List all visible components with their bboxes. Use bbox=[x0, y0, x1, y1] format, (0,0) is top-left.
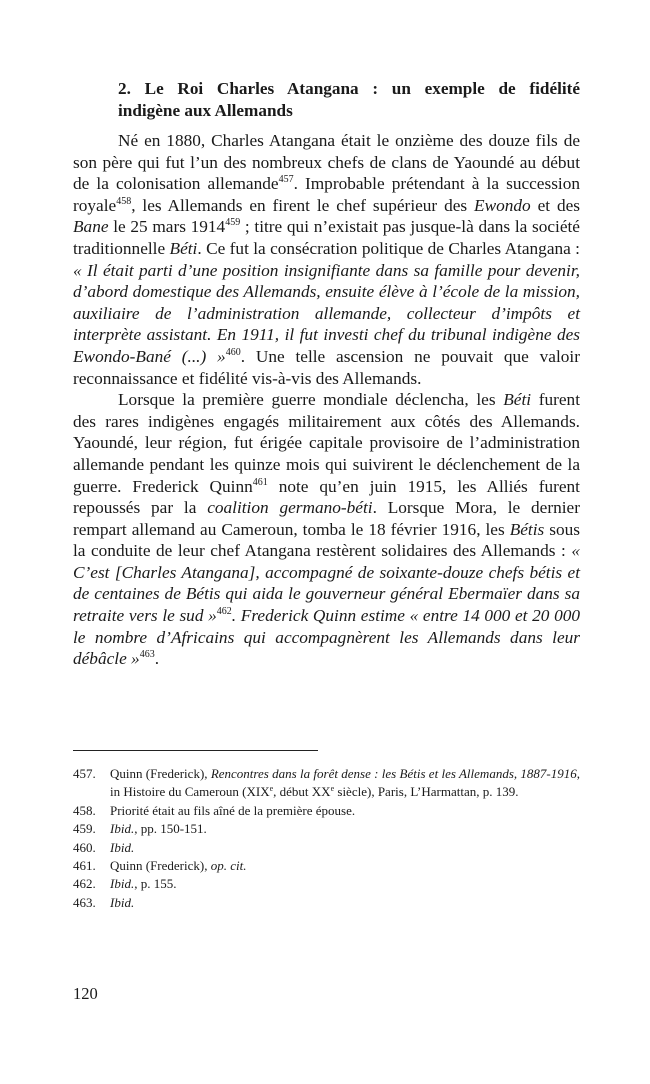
footnote-458 bbox=[73, 802, 580, 820]
footnote-text bbox=[110, 820, 580, 838]
italic-term: Bétis bbox=[509, 519, 545, 539]
footnote-460 bbox=[73, 839, 580, 857]
superscript: e bbox=[330, 784, 335, 794]
footnote-ref-462[interactable]: 462 bbox=[216, 606, 232, 618]
text-run: , début XX bbox=[273, 784, 331, 800]
heading-line-1: 2. Le Roi Charles Atangana : un exemple de fidélité bbox=[118, 79, 580, 98]
footnote-461 bbox=[73, 857, 580, 875]
footnote-text: Priorité était au fils aîné de la première épouse. bbox=[110, 802, 356, 818]
italic-quote: « C’est [Charles Atangana], accompagné de soixante-douze chefs bétis et de centaines de Bétis qui aida le gouverneur général Ebermaïer dans sa retraite vers le sud » bbox=[73, 541, 580, 626]
italic-quote: . Frederick Quinn estime « entre 14 000 et 20 000 le nombre d’Africains qui accompagnèrent les Allemands dans leur débâcle » bbox=[73, 606, 580, 669]
footnotes bbox=[73, 765, 580, 912]
page-number: 120 bbox=[73, 984, 98, 1003]
text-run: le 25 mars 1914 bbox=[108, 217, 226, 237]
footnote-text bbox=[110, 839, 580, 857]
footnote-number: 461. bbox=[73, 858, 96, 874]
footnote-number: 462. bbox=[73, 876, 96, 892]
heading-line-2: indigène aux Allemands bbox=[118, 101, 293, 120]
italic-ref: Ibid. bbox=[110, 894, 135, 910]
italic-term: Béti bbox=[169, 238, 198, 258]
footnote-number: 463. bbox=[73, 894, 96, 910]
text-run: siècle), Paris, L’Harmattan, p. 139. bbox=[334, 784, 519, 800]
text-run: , in Histoire du Cameroun (XIX bbox=[110, 766, 581, 800]
text-run: note qu’en juin 1915, les Alliés furent repoussés par la bbox=[73, 476, 580, 518]
text-run: furent des rares indigènes engagés militairement aux côtés des Allemands. Yaoundé, leur région, fut érigée capitale provisoire de l’administration allemande pendant les quinze mois qui suivirent le déclenchement de la guerre. Frederick Quinn bbox=[73, 390, 580, 496]
italic-ref: op. cit. bbox=[210, 858, 247, 874]
text-run: . Une telle ascension ne pouvait que valoir reconnaissance et fidélité vis-à-vis des Allemands. bbox=[73, 346, 580, 388]
text-run: . Ce fut la consécration politique de Charles Atangana : bbox=[197, 238, 580, 258]
superscript: e bbox=[269, 784, 274, 794]
text-run: , pp. 150-151. bbox=[134, 821, 207, 837]
footnote-text bbox=[110, 765, 580, 802]
footnote-463 bbox=[73, 894, 580, 912]
footnote-ref-461[interactable]: 461 bbox=[252, 476, 268, 488]
footnote-number: 458. bbox=[73, 802, 96, 818]
text-run: , p. 155. bbox=[134, 876, 177, 892]
text-run: sous la conduite de leur chef Atangana restèrent solidaires des Allemands : bbox=[73, 519, 580, 561]
section-heading bbox=[118, 78, 580, 122]
text-run: Né en 1880, Charles Atangana était le onzième des douze fils de son père qui fut l’un des nombreux chefs de clans de Yaoundé au début de la colonisation allemande bbox=[73, 131, 580, 194]
text-run: Lorsque la première guerre mondiale déclencha, les bbox=[118, 390, 504, 410]
italic-term: Béti bbox=[503, 390, 532, 410]
footnote-text bbox=[110, 894, 580, 912]
footnote-ref-460[interactable]: 460 bbox=[225, 346, 241, 358]
footnote-457 bbox=[73, 765, 580, 802]
text-run: ; titre qui n’existait pas jusque-là dans la société traditionnelle bbox=[73, 217, 580, 258]
italic-ref: Ibid. bbox=[110, 821, 135, 837]
footnote-number: 459. bbox=[73, 821, 96, 837]
footnote-462 bbox=[73, 875, 580, 893]
italic-term: Ewondo bbox=[474, 195, 531, 215]
text-run: . bbox=[154, 649, 160, 669]
footnote-ref-463[interactable]: 463 bbox=[139, 649, 155, 661]
footnote-459 bbox=[73, 820, 580, 838]
footnote-separator bbox=[73, 750, 318, 751]
text-run: . Lorsque Mora, le dernier rempart allemand au Cameroun, tomba le 18 février 1916, les bbox=[73, 498, 580, 539]
text-run: Quinn (Frederick), bbox=[110, 858, 211, 874]
paragraph-2 bbox=[73, 389, 580, 670]
footnote-ref-457[interactable]: 457 bbox=[278, 174, 294, 186]
italic-ref: Ibid. bbox=[110, 876, 135, 892]
text-run: . Improbable prétendant à la succession royale bbox=[73, 174, 580, 215]
text-run: Quinn (Frederick), bbox=[110, 766, 211, 781]
book-title: Rencontres dans la forêt dense : les Bétis et les Allemands, 1887-1916 bbox=[210, 766, 577, 781]
footnote-number: 457. bbox=[73, 766, 96, 781]
italic-term: coalition germano-béti bbox=[207, 498, 373, 518]
italic-ref: Ibid. bbox=[110, 839, 135, 855]
footnote-text bbox=[110, 875, 580, 893]
italic-quote: « Il était parti d’une position insignifiante dans sa famille pour devenir, d’abord domestique des Allemands, ensuite élève à l’école de la mission, auxiliaire de l’administration allemande, collecteur d’impôts et interprète assistant. En 1911, il fut investi chef du tribunal indigène des Ewondo-Bané (...) » bbox=[73, 260, 580, 366]
footnote-text bbox=[110, 857, 580, 875]
paragraph-1 bbox=[73, 130, 580, 389]
footnote-ref-458[interactable]: 458 bbox=[116, 195, 132, 207]
text-run: et des bbox=[530, 195, 581, 215]
footnote-number: 460. bbox=[73, 839, 96, 855]
footnote-ref-459[interactable]: 459 bbox=[225, 217, 241, 229]
text-run: , les Allemands en firent le chef supérieur des bbox=[131, 195, 475, 215]
italic-term: Bane bbox=[73, 217, 109, 237]
page-body bbox=[73, 78, 580, 670]
